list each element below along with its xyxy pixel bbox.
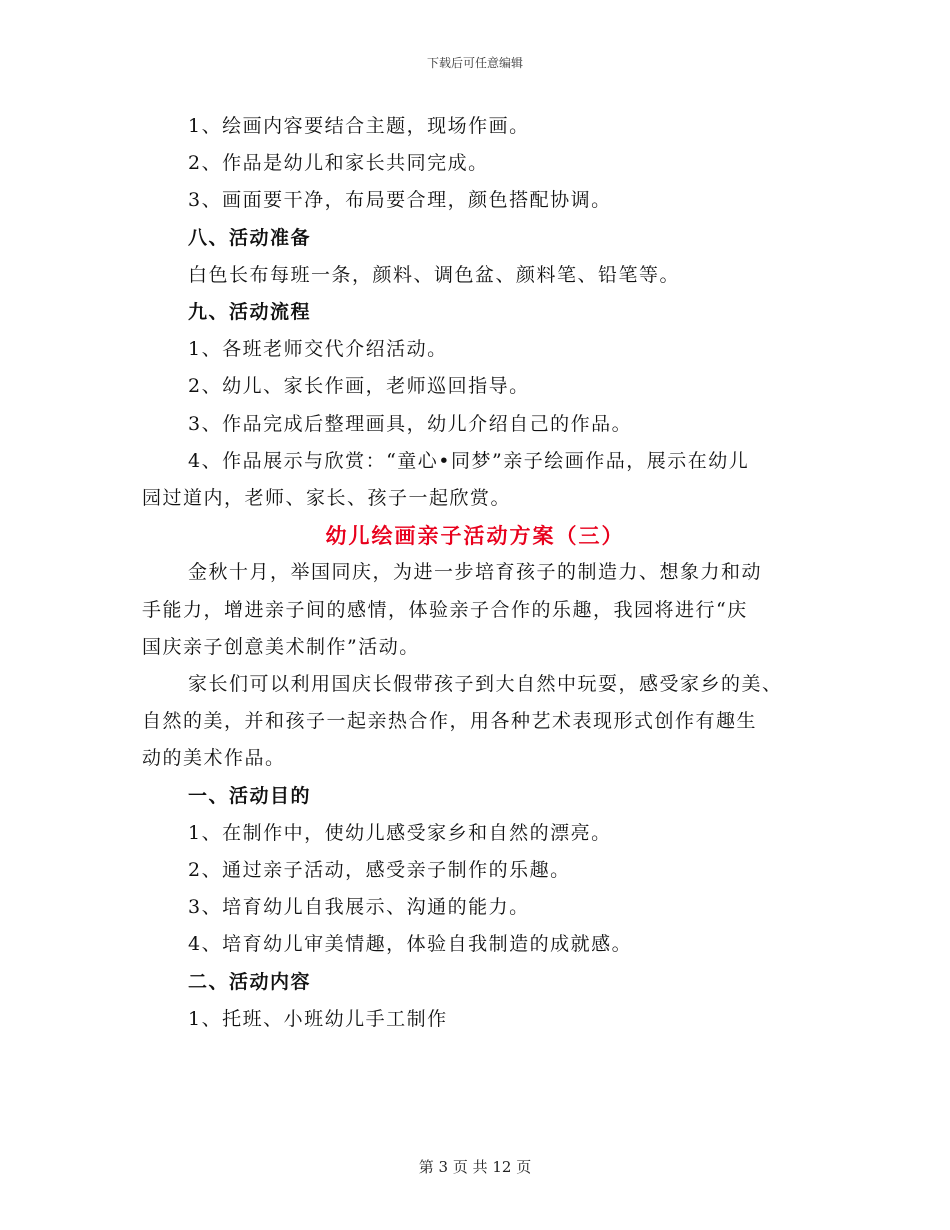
list-item: 1、各班老师交代介绍活动。 [188, 338, 448, 361]
paragraph: 白色长布每班一条，颜料、调色盆、颜料笔、铅笔等。 [188, 263, 681, 286]
list-item: 1、绘画内容要结合主题，现场作画。 [188, 115, 530, 137]
list-item: 3、作品完成后整理画具，幼儿介绍自己的作品。 [188, 412, 633, 435]
section-heading: 八、活动准备 [188, 226, 312, 249]
list-item: 4、作品展示与欣赏：“童心•同梦”亲子绘画作品，展示在幼儿 [188, 449, 750, 472]
list-item: 1、托班、小班幼儿手工制作 [188, 1007, 448, 1030]
page-number: 第 3 页 共 12 页 [418, 1158, 532, 1176]
list-item: 3、培育幼儿自我展示、沟通的能力。 [188, 896, 530, 919]
list-item: 2、作品是幼儿和家长共同完成。 [188, 152, 489, 175]
paragraph-continuation: 国庆亲子创意美术制作”活动。 [142, 635, 420, 658]
list-item: 3、画面要干净，布局要合理，颜色搭配协调。 [188, 189, 612, 212]
list-item: 2、通过亲子活动，感受亲子制作的乐趣。 [188, 859, 571, 882]
list-item: 2、幼儿、家长作画，老师巡回指导。 [188, 375, 530, 398]
list-item-continuation: 园过道内，老师、家长、孩子一起欣赏。 [142, 487, 512, 510]
paragraph-continuation: 手能力，增进亲子间的感情，体验亲子合作的乐趣，我园将进行“庆 [142, 598, 748, 621]
paragraph-continuation: 动的美术作品。 [142, 747, 286, 770]
header-note: 下载后可任意编辑 [426, 56, 523, 70]
paragraph: 金秋十月，举国同庆，为进一步培育孩子的制造力、想象力和动 [188, 561, 763, 584]
section-heading: 一、活动目的 [188, 784, 312, 807]
document-title: 幼儿绘画亲子活动方案（三） [325, 523, 625, 549]
document-body [142, 108, 808, 1038]
list-item: 1、在制作中，使幼儿感受家乡和自然的漂亮。 [188, 821, 612, 844]
section-heading: 二、活动内容 [188, 970, 312, 993]
paragraph-continuation: 自然的美，并和孩子一起亲热合作，用各种艺术表现形式创作有趣生 [142, 710, 758, 733]
section-heading: 九、活动流程 [188, 301, 312, 324]
list-item: 4、培育幼儿审美情趣，体验自我制造的成就感。 [188, 933, 633, 956]
paragraph: 家长们可以利用国庆长假带孩子到大自然中玩耍，感受家乡的美、 [188, 673, 783, 696]
